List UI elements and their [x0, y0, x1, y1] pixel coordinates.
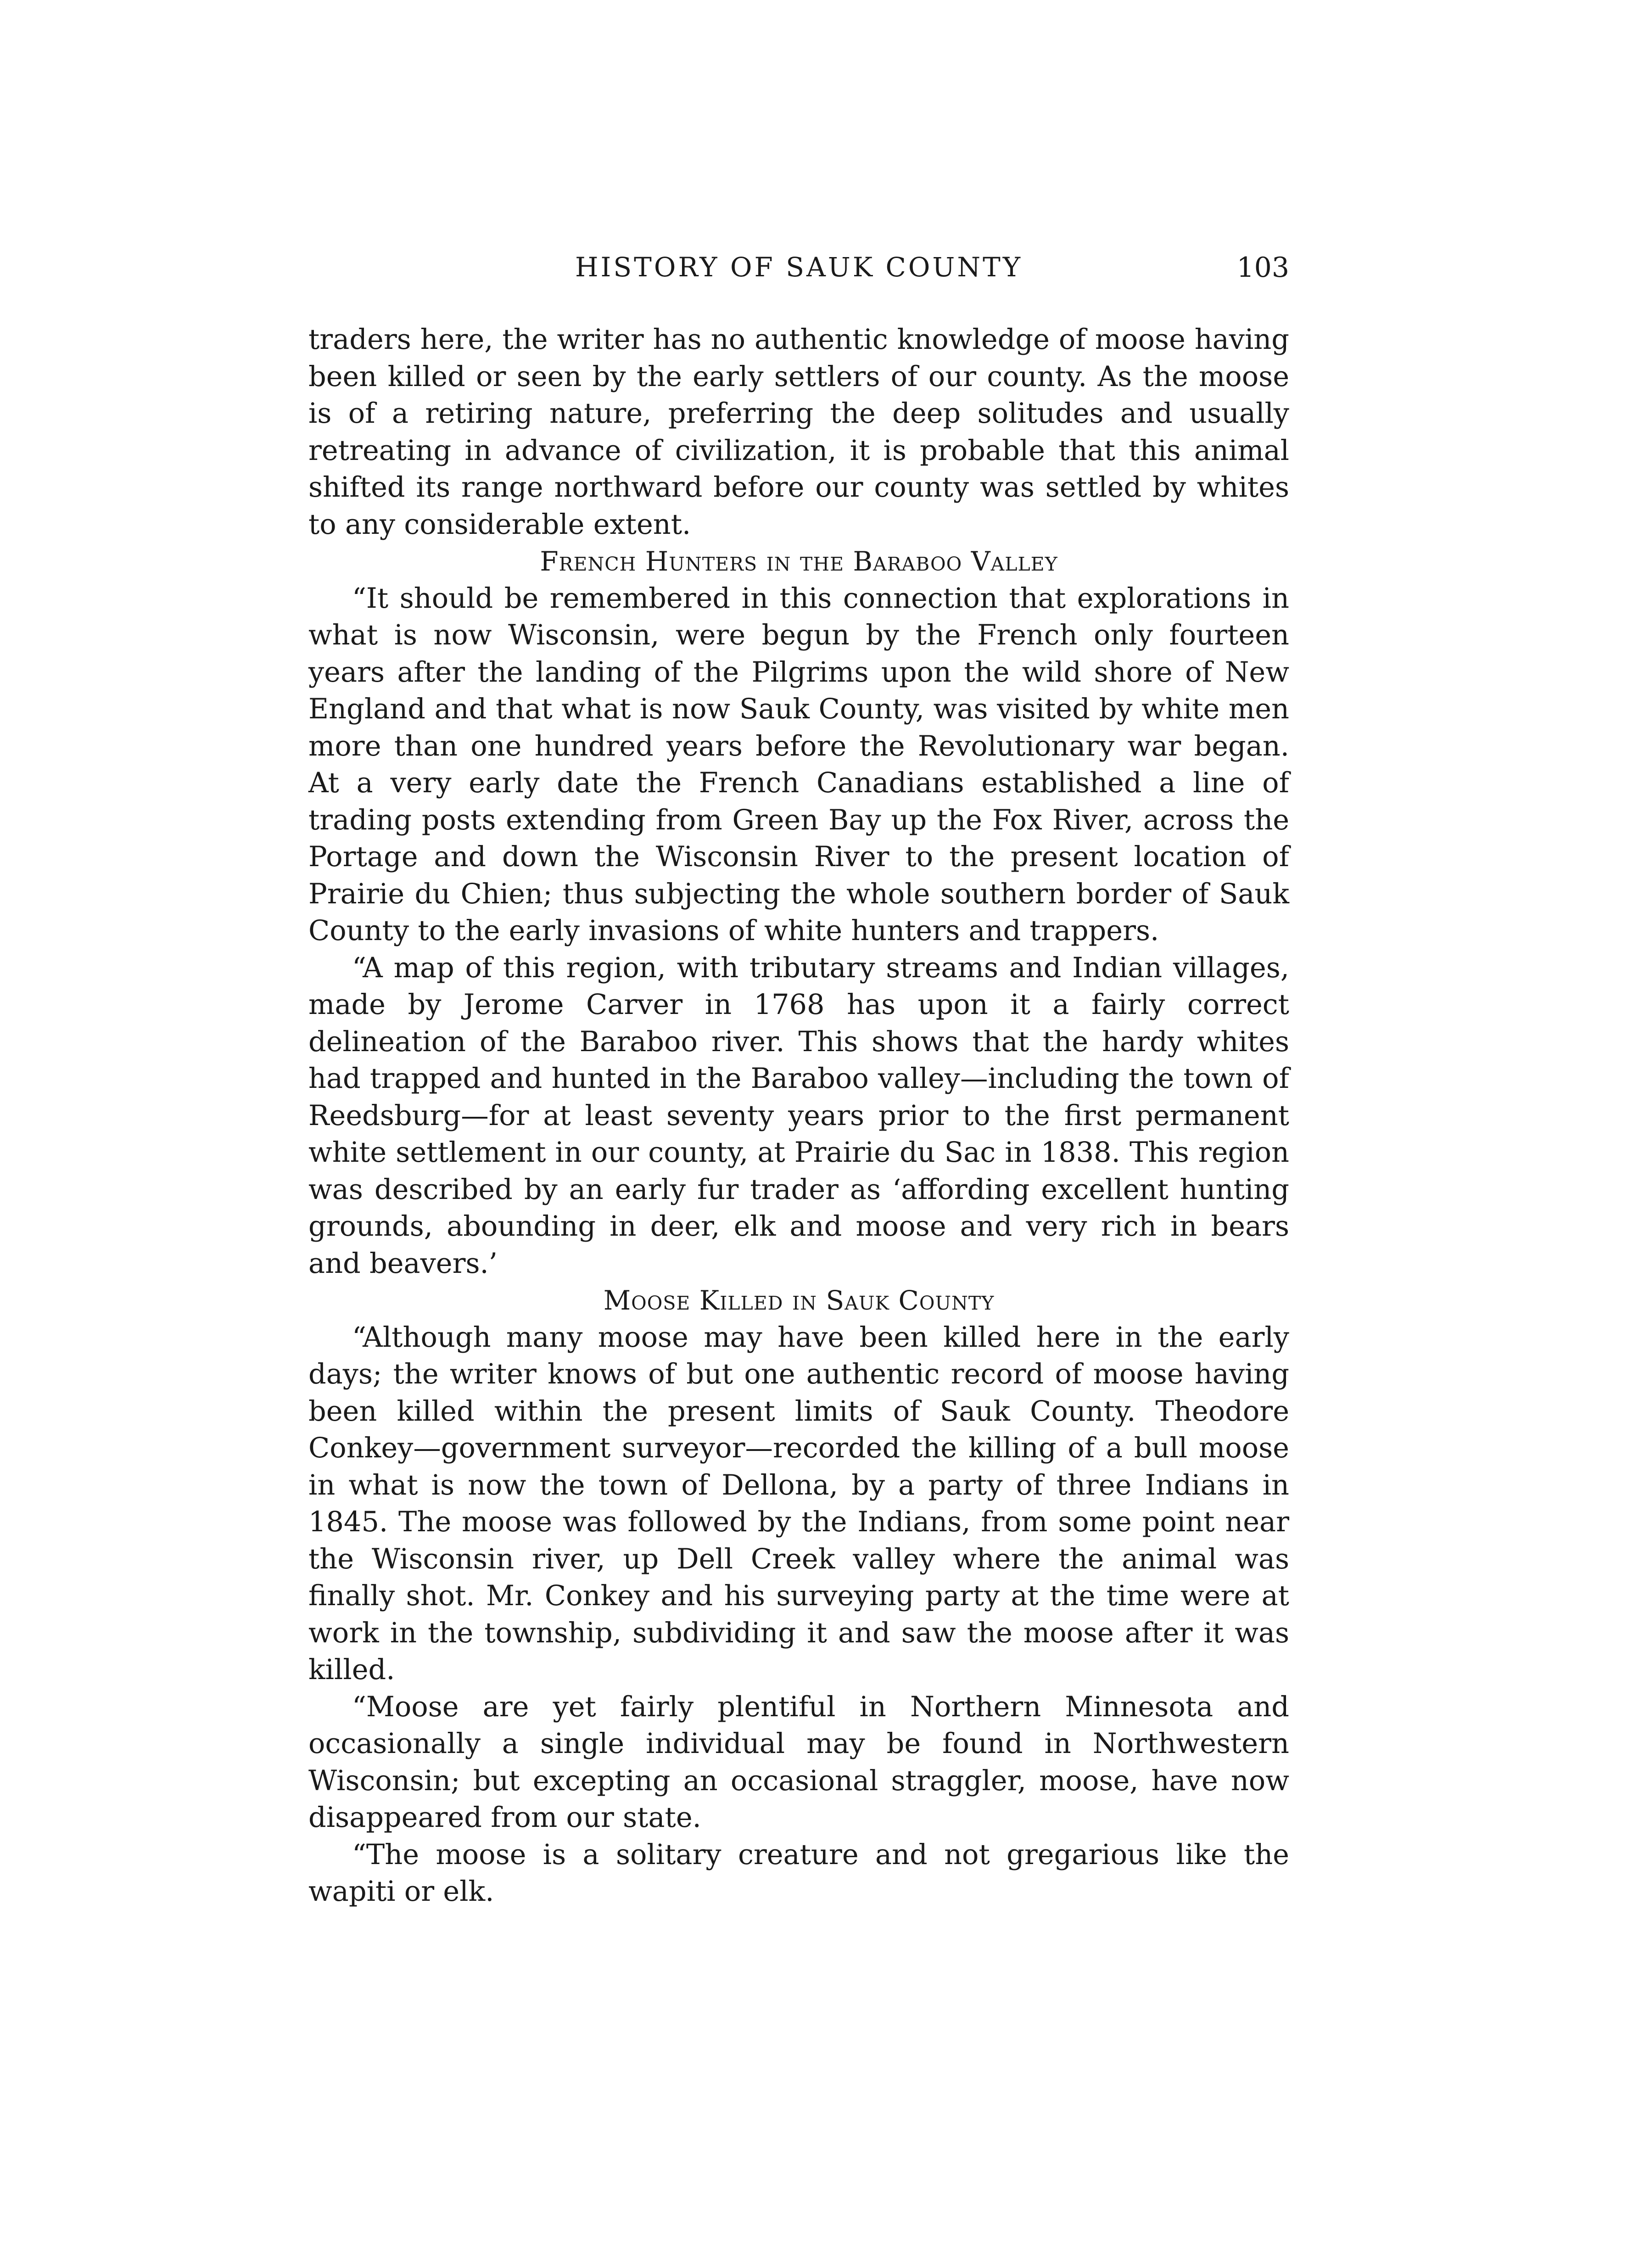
page-header: [308, 252, 1289, 288]
body-text: [308, 321, 1289, 1910]
paragraph-2: “It should be remembered in this connection that explorations in what is now Wisconsin, were begun by the French only fourteen years after the landing of the Pilgrims upon the wild shore of New England and that what is now Sauk County, was visited by white men more than one hundred years before the Revolutionary war began. At a very early date the French Canadians established a line of trading posts extending from Green Bay up the Fox River, across the Portage and down the Wisconsin River to the present location of Prairie du Chien; thus subjecting the whole southern border of Sauk County to the early invasions of white hunters and trappers.: [308, 582, 1289, 947]
paragraph-6: “The moose is a solitary creature and not gregarious like the wapiti or elk.: [308, 1838, 1289, 1908]
paragraph-4: “Although many moose may have been killed here in the early days; the writer knows of but one authentic record of moose having been killed within the present limits of Sauk County. Theodore Conkey—government surveyor—recorded the killing of a bull moose in what is now the town of Dellona, by a party of three Indians in 1845. The moose was followed by the Indians, from some point near the Wisconsin river, up Dell Creek valley where the animal was finally shot. Mr. Conkey and his surveying party at the time were at work in the township, subdividing it and saw the moose after it was killed.: [308, 1321, 1289, 1686]
running-title: HISTORY OF SAUK COUNTY: [575, 252, 1023, 283]
paragraph-5: “Moose are yet fairly plentiful in Northern Minnesota and occasionally a single individual may be found in Northwestern Wisconsin; but excepting an occasional straggler, moose, have now disappeared from our state.: [308, 1691, 1289, 1834]
section-heading-moose-killed: Moose Killed in Sauk County: [603, 1285, 995, 1316]
page-number: 103: [1236, 252, 1289, 284]
paragraph-1: traders here, the writer has no authentic knowledge of moose having been killed or seen by the early settlers of our county. As the moose is of a retiring nature, preferring the deep solitudes and usually retreating in advance of civilization, it is probable that this animal shifted its range northward before our county was settled by whites to any considerable extent.: [308, 324, 1289, 541]
paragraph-3: “A map of this region, with tributary streams and Indian villages, made by Jerome Carver in 1768 has upon it a fairly correct delineation of the Baraboo river. This shows that the hardy whites had trapped and hunted in the Baraboo valley—including the town of Reedsburg—for at least seventy years prior to the first permanent white settlement in our county, at Prairie du Sac in 1838. This region was described by an early fur trader as ‘affording excellent hunting grounds, abounding in deer, elk and moose and very rich in bears and beavers.’: [308, 952, 1289, 1280]
section-heading-french-hunters: French Hunters in the Baraboo Valley: [540, 546, 1058, 577]
